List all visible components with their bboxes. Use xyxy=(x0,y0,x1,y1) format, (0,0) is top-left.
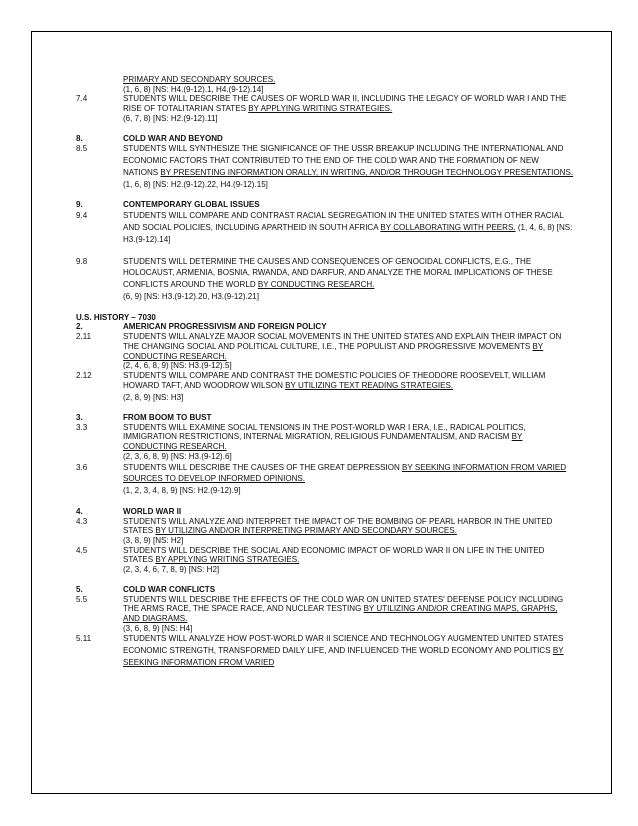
unit-number: 9. xyxy=(76,200,83,210)
standard-number: 5.5 xyxy=(76,594,88,604)
standard-codes: (2, 3, 6, 8, 9) [NS: H3.(9-12).6] xyxy=(123,451,232,461)
unit-title: WORLD WAR II xyxy=(123,506,182,516)
standard-codes: (6, 9) [NS: H3.(9-12).20, H3.(9-12).21] xyxy=(123,291,259,301)
unit-title: CONTEMPORARY GLOBAL ISSUES xyxy=(123,200,260,210)
standard-number: 3.3 xyxy=(76,422,88,432)
standard-number: 4.3 xyxy=(76,516,88,526)
unit-heading-4 xyxy=(76,507,576,517)
standard-8-5 xyxy=(76,143,576,190)
standard-codes: (1, 6, 8) [NS: H2.(9-12).22, H4.(9-12).15] xyxy=(123,179,268,189)
standard-codes: (1, 4, 6, 8) [NS: H3.(9-12).14] xyxy=(123,222,573,244)
standard-codes: (3, 8, 9) [NS: H2] xyxy=(123,536,184,546)
standard-codes: (2, 4, 6, 8, 9) [NS: H3.(9-12).5] xyxy=(123,361,232,371)
unit-number: 2. xyxy=(76,322,83,332)
unit-number: 5. xyxy=(76,584,83,594)
unit-title: AMERICAN PROGRESSIVISM AND FOREIGN POLICY xyxy=(123,322,327,332)
document-body xyxy=(76,75,576,669)
standard-strategy: BY CONDUCTING RESEARCH. xyxy=(123,341,544,361)
standard-strategy: BY PRESENTING INFORMATION ORALLY, IN WRITING, AND/OR THROUGH TECHNOLOGY PRESENTATIONS. xyxy=(160,167,574,177)
standard-text: STUDENTS WILL DESCRIBE THE EFFECTS OF THE COLD WAR ON UNITED STATES' DEFENSE POLICY INCLUDING THE ARMS RACE, THE SPACE RACE, AND NUCLEAR TESTING xyxy=(123,594,564,614)
standard-codes: (6, 7, 8) [NS: H2.(9-12).11] xyxy=(123,113,218,123)
standard-number: 3.6 xyxy=(76,462,88,472)
standard-codes: (2, 8, 9) [NS: H3] xyxy=(123,393,184,403)
unit-heading-3 xyxy=(76,413,576,423)
standard-strategy: BY UTILIZING TEXT READING STRATEGIES. xyxy=(285,380,454,390)
intro-strategy: PRIMARY AND SECONDARY SOURCES. xyxy=(123,75,276,84)
standard-3-6 xyxy=(76,462,576,497)
standard-number: 2.12 xyxy=(76,370,92,380)
standard-strategy: BY SEEKING INFORMATION FROM VARIED SOURCES TO DEVELOP INFORMED OPINIONS. xyxy=(123,462,567,484)
standard-text: STUDENTS WILL EXAMINE SOCIAL TENSIONS IN THE POST-WORLD WAR I ERA, I.E., RADICAL POLITICS, IMMIGRATION RESTRICTIONS, INTERNAL MIGRATION, RELIGIOUS FUNDAMENTALISM, AND RACISM xyxy=(123,422,526,442)
unit-title: COLD WAR CONFLICTS xyxy=(123,584,216,594)
standard-number: 5.11 xyxy=(76,634,92,644)
standard-3-3 xyxy=(76,423,576,462)
intro-continuation xyxy=(76,75,576,94)
standard-strategy: BY CONDUCTING RESEARCH. xyxy=(123,432,523,452)
standard-strategy: BY APPLYING WRITING STRATEGIES. xyxy=(248,104,393,114)
standard-text: STUDENTS WILL COMPARE AND CONTRAST THE DOMESTIC POLICIES OF THEODORE ROOSEVELT, WILLIAM HOWARD TAFT, AND WOODROW WILSON xyxy=(123,370,546,390)
intro-codes: (1, 6, 8) [NS: H4.(9-12).1, H4.(9-12).14] xyxy=(123,84,264,94)
course-heading: U.S. HISTORY – 7030 xyxy=(76,312,156,322)
standard-number: 9.8 xyxy=(76,256,88,266)
standard-strategy: BY COLLABORATING WITH PEERS. xyxy=(380,222,516,232)
standard-text: STUDENTS WILL DESCRIBE THE SOCIAL AND ECONOMIC IMPACT OF WORLD WAR II ON LIFE IN THE UNITED STATES xyxy=(123,545,545,565)
standard-strategy: BY UTILIZING AND/OR INTERPRETING PRIMARY AND SECONDARY SOURCES. xyxy=(155,526,457,536)
standard-text: STUDENTS WILL DESCRIBE THE CAUSES OF THE GREAT DEPRESSION xyxy=(123,462,403,472)
standard-7-4 xyxy=(76,94,576,123)
unit-title: COLD WAR AND BEYOND xyxy=(123,133,223,143)
standard-5-5 xyxy=(76,595,576,634)
standard-5-11 xyxy=(76,633,576,668)
standard-text: STUDENTS WILL ANALYZE HOW POST-WORLD WAR II SCIENCE AND TECHNOLOGY AUGMENTED UNITED STATES ECONOMIC STRENGTH, TRANSFORMED DAILY LIFE, AND INFLUENCED THE WORLD ECONOMY AND POLITICS xyxy=(123,634,564,656)
standard-codes: (2, 3, 4, 6, 7, 8, 9) [NS: H2] xyxy=(123,565,220,575)
standard-text: STUDENTS WILL ANALYZE MAJOR SOCIAL MOVEMENTS IN THE UNITED STATES AND EXPLAIN THEIR IMPACT ON THE CHANGING SOCIAL AND POLITICAL CULTURE, I.E., THE POPULIST AND PROGRESSIVE MOVEMENTS xyxy=(123,332,562,351)
unit-title: FROM BOOM TO BUST xyxy=(123,413,212,423)
standard-strategy: BY UTILIZING AND/OR CREATING MAPS, GRAPHS, AND DIAGRAMS. xyxy=(123,604,558,623)
unit-heading-2 xyxy=(76,322,576,332)
standard-number: 8.5 xyxy=(76,144,88,154)
standard-9-8 xyxy=(76,256,576,303)
standard-4-5 xyxy=(76,546,576,575)
standard-strategy: BY CONDUCTING RESEARCH. xyxy=(257,280,375,290)
unit-number: 3. xyxy=(76,413,83,423)
standard-codes: (3, 6, 8, 9) [NS: H4] xyxy=(123,623,193,633)
standard-number: 7.4 xyxy=(76,94,88,104)
standard-4-3 xyxy=(76,517,576,546)
standard-text: STUDENTS WILL COMPARE AND CONTRAST RACIAL SEGREGATION IN THE UNITED STATES WITH OTHER RACIAL AND SOCIAL POLICIES, INCLUDING APARTHEID IN SOUTH AFRICA xyxy=(123,211,564,232)
unit-heading-8 xyxy=(76,134,576,144)
standard-strategy: BY APPLYING WRITING STRATEGIES. xyxy=(155,555,300,565)
standard-text: STUDENTS WILL DESCRIBE THE CAUSES OF WORLD WAR II, INCLUDING THE LEGACY OF WORLD WAR I AND THE RISE OF TOTALITARIAN STATES xyxy=(123,94,567,114)
standard-number: 4.5 xyxy=(76,545,88,555)
unit-heading-9 xyxy=(76,200,576,210)
standard-2-11 xyxy=(76,332,576,371)
unit-number: 4. xyxy=(76,506,83,516)
unit-number: 8. xyxy=(76,133,83,143)
standard-9-4 xyxy=(76,210,576,245)
standard-text: STUDENTS WILL SYNTHESIZE THE SIGNIFICANCE OF THE USSR BREAKUP INCLUDING THE INTERNATIONAL AND ECONOMIC FACTORS THAT CONTRIBUTED TO THE END OF THE COLD WAR AND THE FORMATION OF NEW NATIONS xyxy=(123,144,564,177)
standard-codes: (1, 2, 3, 4, 8, 9) [NS: H2.(9-12).9] xyxy=(123,486,241,496)
standard-text: STUDENTS WILL DETERMINE THE CAUSES AND CONSEQUENCES OF GENOCIDAL CONFLICTS, E.G., THE HOLOCAUST, ARMENIA, BOSNIA, RWANDA, AND DARFUR, AND ANALYZE THE MORAL IMPLICATIONS OF THESE CONFLICTS AROUND THE WORLD xyxy=(123,256,553,290)
standard-number: 2.11 xyxy=(76,332,92,342)
unit-heading-5 xyxy=(76,585,576,595)
standard-2-12 xyxy=(76,371,576,403)
standard-strategy: BY SEEKING INFORMATION FROM VARIED xyxy=(123,646,564,667)
standard-text: STUDENTS WILL ANALYZE AND INTERPRET THE IMPACT OF THE BOMBING OF PEARL HARBOR IN THE UNITED STATES xyxy=(123,516,553,536)
standard-number: 9.4 xyxy=(76,211,88,221)
